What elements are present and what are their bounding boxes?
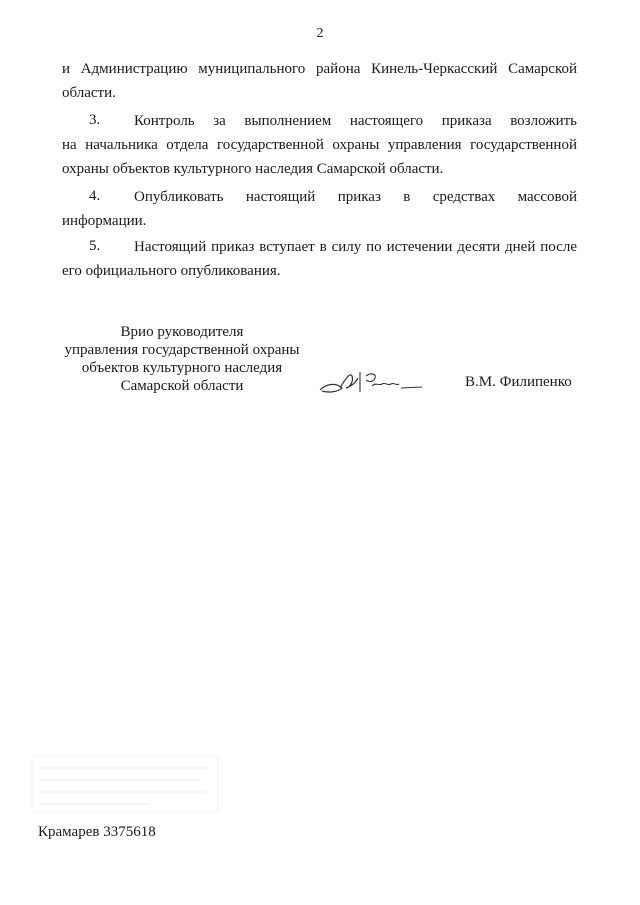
paragraph-5-line-1: Настоящий приказ вступает в силу по истечении десяти дней после xyxy=(134,239,577,255)
paragraph-3-number: 3. xyxy=(89,112,101,128)
signer-position xyxy=(58,323,306,395)
paragraph-continuation-line-2: области. xyxy=(62,85,116,101)
paragraph-3-line-1: Контроль за выполнением настоящего приказа возложить xyxy=(134,113,577,129)
signer-position-line-3: объектов культурного наследия xyxy=(81,360,283,376)
paragraph-3-line-2: на начальника отдела государственной охраны управления государственной xyxy=(62,137,577,153)
paragraph-4-number: 4. xyxy=(89,188,101,204)
signer-position-line-2: управления государственной охраны xyxy=(64,342,300,358)
signer-position-line-1: Врио руководителя xyxy=(120,324,244,340)
faint-stamp-bleedthrough xyxy=(30,754,220,814)
executor-contact: Крамарев 3375618 xyxy=(38,824,156,840)
paragraph-4-line-2: информации. xyxy=(62,213,147,229)
signer-position-line-4: Самарской области xyxy=(120,378,244,394)
paragraph-4-line-1: Опубликовать настоящий приказ в средствах массовой xyxy=(134,189,577,205)
page-number: 2 xyxy=(316,26,324,41)
signer-name: В.М. Филипенко xyxy=(465,374,572,390)
paragraph-5-number: 5. xyxy=(89,238,101,254)
handwritten-signature xyxy=(316,366,426,398)
paragraph-continuation-line-1: и Администрацию муниципального района Кинель-Черкасский Самарской xyxy=(62,61,577,77)
paragraph-3-line-3: охраны объектов культурного наследия Самарской области. xyxy=(62,161,444,177)
paragraph-5-line-2: его официального опубликования. xyxy=(62,263,281,279)
